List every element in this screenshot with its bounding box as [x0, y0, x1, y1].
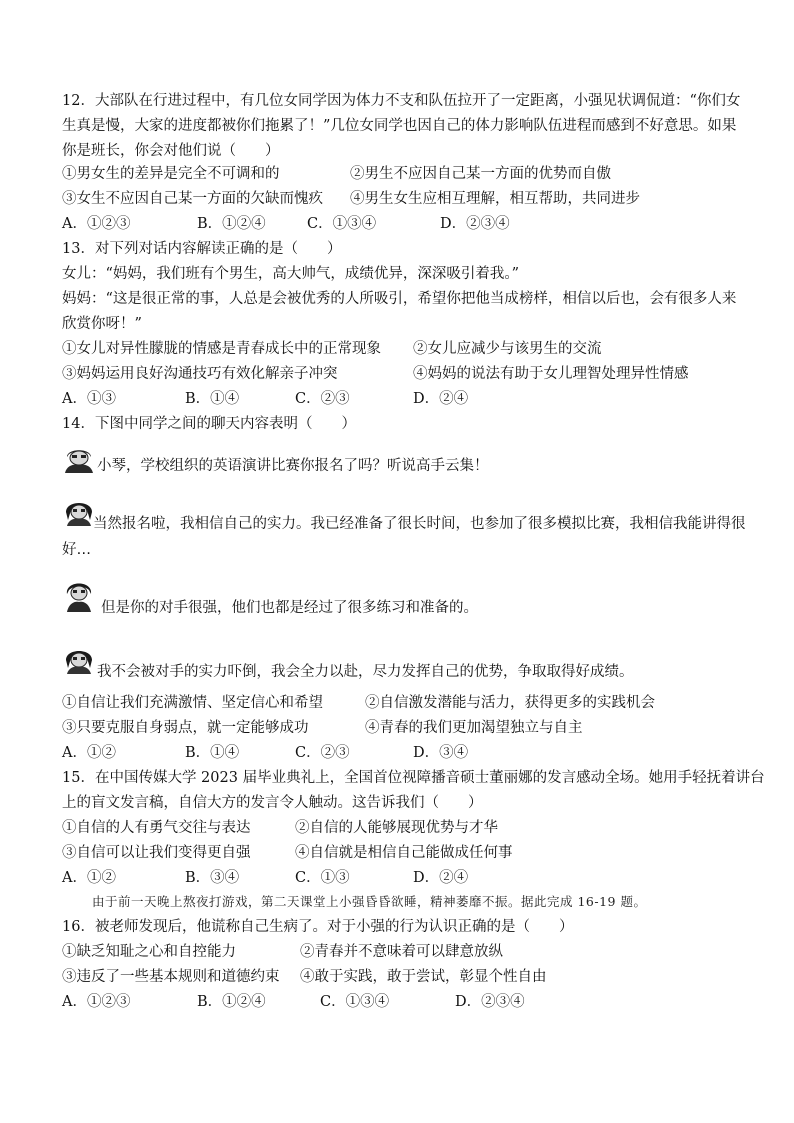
- q12-choice-d: D．②③④: [440, 216, 510, 232]
- q16-choice-a: A．①②③: [62, 994, 131, 1010]
- q16-option-1: ①缺乏知耻之心和自控能力: [62, 944, 236, 960]
- q14-choice-a: A．①②: [62, 745, 116, 761]
- q13-option-4: ④妈妈的说法有助于女儿理智处理异性情感: [413, 366, 689, 382]
- q12-stem-line3: 你是班长，你会对他们说（ ）: [62, 143, 280, 159]
- q12-choice-b: B．①②④: [197, 216, 266, 232]
- student-avatar-icon: [62, 498, 96, 526]
- q13-option-1: ①女儿对异性朦胧的情感是青春成长中的正常现象: [62, 341, 381, 357]
- q12-stem-line2: 生真是慢，大家的进度都被你们拖累了！”几位女同学也因自己的体力影响队伍进程而感到不好意思。如果: [62, 118, 737, 134]
- q15-choice-c: C．①③: [295, 870, 350, 886]
- q13-choice-b: B．①④: [185, 391, 240, 407]
- q14-chat-message-4: 我不会被对手的实力吓倒，我会全力以赴，尽力发挥自己的优势，争取取得好成绩。: [97, 664, 634, 680]
- q15-option-2: ②自信的人能够展现优势与才华: [295, 820, 498, 836]
- q15-choice-b: B．③④: [185, 870, 240, 886]
- student-avatar-icon: [62, 445, 96, 473]
- q13-option-2: ②女儿应减少与该男生的交流: [413, 341, 602, 357]
- q14-stem: 14．下图中同学之间的聊天内容表明（ ）: [62, 416, 356, 432]
- q15-option-4: ④自信就是相信自己能做成任何事: [295, 845, 513, 861]
- q14-chat-message-2-line2: 好…: [62, 542, 91, 558]
- q14-option-4: ④青春的我们更加渴望独立与自主: [365, 720, 583, 736]
- q12-option-2: ②男生不应因自己某一方面的优势而自傲: [350, 166, 611, 182]
- q12-stem-line1: 12．大部队在行进过程中，有几位女同学因为体力不支和队伍拉开了一定距离，小强见状调侃道：“你们女: [62, 93, 741, 109]
- q14-choice-d: D．③④: [413, 745, 469, 761]
- student-avatar-icon: [62, 646, 96, 674]
- q13-mother-line1: 妈妈：“这是很正常的事，人总是会被优秀的人所吸引，希望你把他当成榜样，相信以后也，会有很多人来: [62, 291, 737, 307]
- q16-choice-d: D．②③④: [455, 994, 525, 1010]
- q15-choice-a: A．①②: [62, 870, 116, 886]
- q14-option-2: ②自信激发潜能与活力，获得更多的实践机会: [365, 695, 655, 711]
- q14-chat-message-2-line1: 当然报名啦，我相信自己的实力。我已经准备了很长时间，也参加了很多模拟比赛，我相信我能讲得很: [93, 516, 746, 532]
- q15-stem-line2: 上的盲文发言稿，自信大方的发言令人触动。这告诉我们（ ）: [62, 795, 483, 811]
- q13-choice-a: A．①③: [62, 391, 116, 407]
- q13-daughter-line: 女儿：“妈妈，我们班有个男生，高大帅气，成绩优异，深深吸引着我。”: [62, 266, 520, 282]
- q12-option-1: ①男女生的差异是完全不可调和的: [62, 166, 280, 182]
- q12-option-4: ④男生女生应相互理解，相互帮助，共同进步: [350, 191, 640, 207]
- q15-choice-d: D．②④: [413, 870, 469, 886]
- q12-option-3: ③女生不应因自己某一方面的欠缺而愧疚: [62, 191, 323, 207]
- q14-choice-b: B．①④: [185, 745, 240, 761]
- q16-option-3: ③违反了一些基本规则和道德约束: [62, 969, 280, 985]
- q16-stem: 16．被老师发现后，他谎称自己生病了。对于小强的行为认识正确的是（ ）: [62, 919, 574, 935]
- q12-choice-a: A．①②③: [62, 216, 131, 232]
- q14-chat-message-3: 但是你的对手很强，他们也都是经过了很多练习和准备的。: [101, 600, 478, 616]
- q16-option-4: ④敢于实践，敢于尝试，彰显个性自由: [300, 969, 547, 985]
- q12-choice-c: C．①③④: [307, 216, 377, 232]
- q14-option-1: ①自信让我们充满激情、坚定信心和希望: [62, 695, 323, 711]
- q16-choice-c: C．①③④: [320, 994, 390, 1010]
- q16-choice-b: B．①②④: [197, 994, 266, 1010]
- q14-option-3: ③只要克服自身弱点，就一定能够成功: [62, 720, 309, 736]
- q15-option-3: ③自信可以让我们变得更自强: [62, 845, 251, 861]
- student-avatar-icon: [62, 578, 96, 612]
- q14-choice-c: C．②③: [295, 745, 350, 761]
- q16-option-2: ②青春并不意味着可以肆意放纵: [300, 944, 503, 960]
- q16-19-intro-note: 由于前一天晚上熬夜打游戏，第二天课堂上小强昏昏欲睡，精神萎靡不振。据此完成 16-19 题。: [92, 894, 647, 909]
- q13-option-3: ③妈妈运用良好沟通技巧有效化解亲子冲突: [62, 366, 338, 382]
- q15-stem-line1: 15．在中国传媒大学 2023 届毕业典礼上，全国首位视障播音硕士董丽娜的发言感动全场。她用手轻抚着讲台: [62, 770, 765, 786]
- q14-chat-message-1: 小琴，学校组织的英语演讲比赛你报名了吗？听说高手云集！: [97, 458, 489, 474]
- q13-choice-c: C．②③: [295, 391, 350, 407]
- q13-choice-d: D．②④: [413, 391, 469, 407]
- q13-mother-line2: 欣赏你呀！”: [62, 316, 142, 332]
- q13-stem: 13．对下列对话内容解读正确的是（ ）: [62, 241, 342, 257]
- q15-option-1: ①自信的人有勇气交往与表达: [62, 820, 251, 836]
